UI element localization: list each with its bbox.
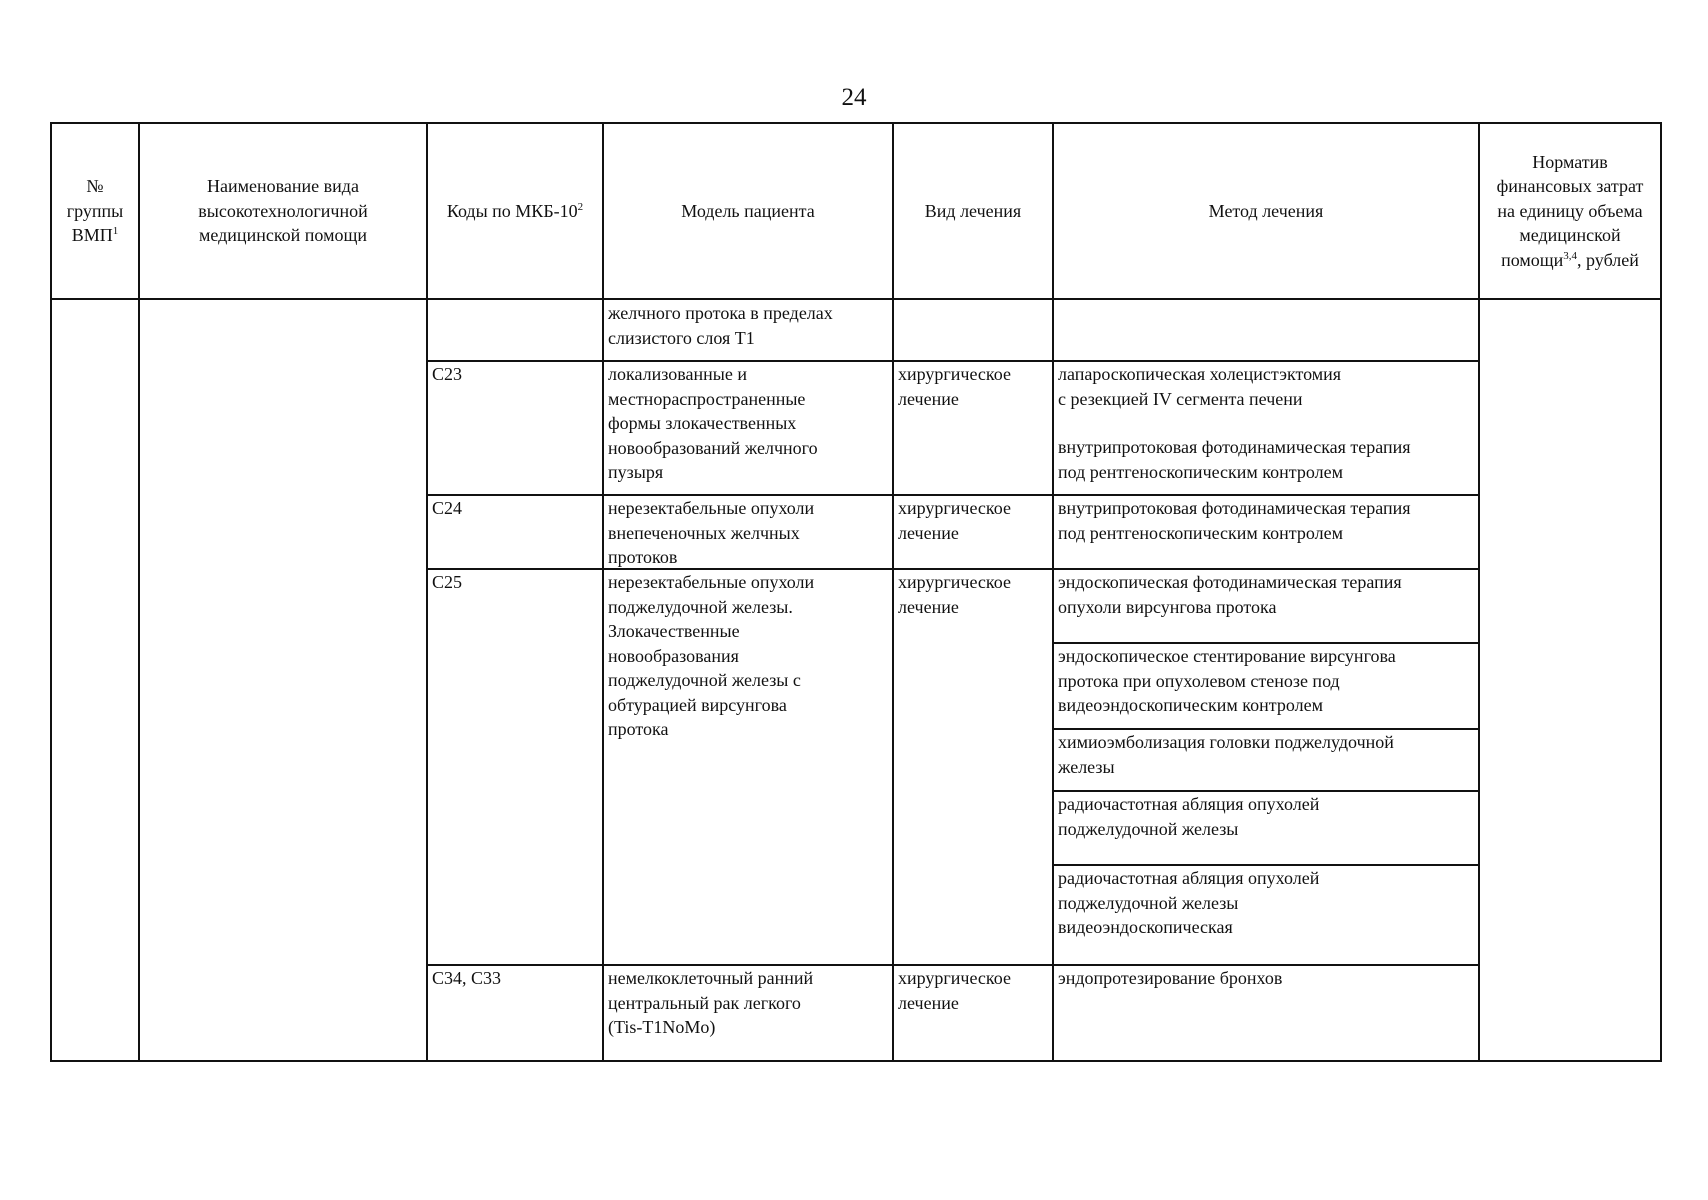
header-care-name: Наименование вида высокотехнологичной медицинской помощи	[198, 176, 368, 246]
row-icd-code: C23	[432, 364, 463, 384]
row-icd-code: C25	[432, 572, 463, 592]
header-patient-model: Модель пациента	[681, 200, 815, 221]
row-icd-code: C34, C33	[432, 968, 502, 988]
row-treatment-type: хирургическое лечение	[898, 364, 1011, 409]
row-method: эндоскопическое стентирование вирсунгова протока при опухолевом стенозе под видеоэндоскопическим контролем	[1058, 646, 1396, 715]
header-cost-norm: Норматив финансовых затрат на единицу объема медицинской помощи$^{3,4}$, рублей	[1496, 151, 1644, 270]
row-model: нерезектабельные опухоли поджелудочной железы. Злокачественные новообразования поджелудочной железы с обтурацией вирсунгова протока	[608, 572, 815, 739]
header-divider	[52, 298, 1660, 300]
row-method: химиоэмболизация головки поджелудочной железы	[1058, 732, 1394, 777]
row-treatment-type: хирургическое лечение	[898, 572, 1011, 617]
vmp-table	[50, 122, 1662, 1062]
row-model: желчного протока в пределах слизистого слоя Т1	[608, 303, 833, 348]
row-method: эндоскопическая фотодинамическая терапия опухоли вирсунгова протока	[1058, 572, 1402, 617]
header-icd-codes: Коды по МКБ-$10^2$	[446, 200, 584, 221]
row-model: немелкоклеточный ранний центральный рак легкого (Tis-T1NoMo)	[608, 968, 814, 1037]
page-number: 24	[841, 84, 867, 111]
row-method: лапароскопическая холецистэктомия с резекцией IV сегмента печени	[1058, 364, 1342, 409]
header-treatment-method: Метод лечения	[1208, 200, 1324, 221]
row-method: эндопротезирование бронхов	[1058, 968, 1283, 988]
row-treatment-type: хирургическое лечение	[898, 968, 1011, 1013]
row-model: локализованные и местнораспространенные формы злокачественных новообразований желчного пузыря	[608, 364, 818, 482]
row-method: внутрипротоковая фотодинамическая терапия под рентгеноскопическим контролем	[1058, 498, 1411, 543]
row-model: нерезектабельные опухоли внепеченочных желчных протоков	[608, 498, 815, 567]
row-icd-code: C24	[432, 498, 463, 518]
row-treatment-type: хирургическое лечение	[898, 498, 1011, 543]
header-group-number: № группы ВМП$^1$	[66, 176, 124, 246]
row-method: радиочастотная абляция опухолей поджелудочной железы	[1058, 794, 1320, 839]
row-method: радиочастотная абляция опухолей поджелудочной железы видеоэндоскопическая	[1058, 868, 1320, 937]
row-method: внутрипротоковая фотодинамическая терапия под рентгеноскопическим контролем	[1058, 437, 1411, 482]
header-treatment-type: Вид лечения	[924, 200, 1022, 221]
